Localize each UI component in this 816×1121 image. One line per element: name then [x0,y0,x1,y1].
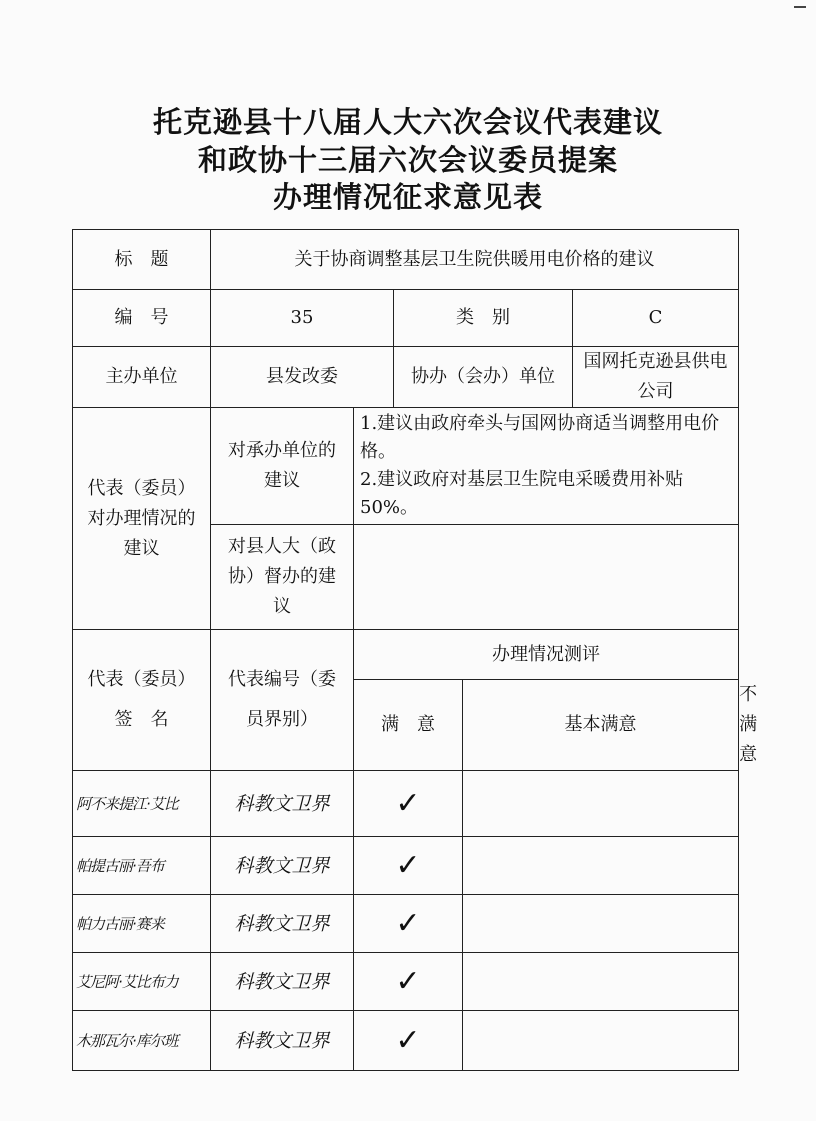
group-cell: 科教文卫界 [211,895,354,953]
signature-cell: 帕提古丽·吾布 [73,837,211,895]
basic-cell [463,837,739,895]
satisfied-check-icon: ✓ [354,953,463,1011]
table-row [73,771,739,837]
suggestion-label: 代表（委员）对办理情况的建议 [73,408,211,630]
host-unit-label: 主办单位 [73,347,211,408]
category-value: C [573,290,739,347]
satisfied-check-icon: ✓ [354,771,463,837]
co-unit-value: 国网托克逊县供电公司 [573,347,739,408]
supervise-value [354,525,739,630]
table-row [73,1011,739,1071]
category-label: 类 别 [394,290,573,347]
title-value: 关于协商调整基层卫生院供暖用电价格的建议 [211,230,739,290]
table-row [73,953,739,1011]
basic-cell [463,771,739,837]
to-unit-label: 对承办单位的建议 [211,408,354,525]
evaluation-label: 办理情况测评 [354,630,739,680]
supervise-label: 对县人大（政协）督办的建议 [211,525,354,630]
signature-label: 代表（委员）签 名 [73,630,211,771]
title-label: 标 题 [73,230,211,290]
document-title-line-2: 和政协十三届六次会议委员提案 [197,143,618,177]
basic-cell [463,953,739,1011]
basic-satisfied-label: 基本满意 [463,680,739,771]
to-unit-line-2: 2.建议政府对基层卫生院电采暖费用补贴50%。 [360,469,684,518]
basic-cell [463,1011,739,1071]
to-unit-suggestions [354,408,739,525]
feedback-form-table: 标 题 关于协商调整基层卫生院供暖用电价格的建议 编 号 35 类 别 C 主办单位 县发改委 协办（会办）单位 国网托克逊县供电公司 代表（委员）对办理情况的建议 对承办单位的建议 1.建议由政府牵头与国网协商适当调整用电价格。 2.建议政府对基层卫生院电采暖费用补贴50%。 对县人大（政协）督办的建议 代表（委员）签 名 代表编号（委员界别） 办理情况测评 满 意 基本满意 不满意 阿不来提江·艾比 科教文卫界 ✓ 帕提古丽·吾布 科教文卫界 ✓ 帕力古丽·赛来 科教文卫界 ✓ 艾尼阿·艾比布力 科教文卫界 ✓ 木那瓦尔·库尔班 科教文卫界 ✓ [72,229,739,1071]
to-unit-line-1: 1.建议由政府牵头与国网协商适当调整用电价格。 [360,413,720,462]
satisfied-check-icon: ✓ [354,1011,463,1071]
document-title-line-3: 办理情况征求意见表 [272,180,543,214]
page-corner-mark [794,6,806,8]
document-title-line-1: 托克逊县十八届人大六次会议代表建议 [152,105,663,139]
basic-cell [463,895,739,953]
signature-cell: 艾尼阿·艾比布力 [73,953,211,1011]
satisfied-check-icon: ✓ [354,895,463,953]
satisfied-label: 满 意 [354,680,463,771]
signature-cell: 帕力古丽·赛来 [73,895,211,953]
group-cell: 科教文卫界 [211,837,354,895]
satisfied-check-icon: ✓ [354,837,463,895]
code-label: 代表编号（委员界别） [211,630,354,771]
table-row [73,895,739,953]
signature-cell: 木那瓦尔·库尔班 [73,1011,211,1071]
table-row [73,837,739,895]
group-cell: 科教文卫界 [211,771,354,837]
signature-cell: 阿不来提江·艾比 [73,771,211,837]
group-cell: 科教文卫界 [211,953,354,1011]
group-cell: 科教文卫界 [211,1011,354,1071]
number-label: 编 号 [73,290,211,347]
number-value: 35 [211,290,394,347]
co-unit-label: 协办（会办）单位 [394,347,573,408]
host-unit-value: 县发改委 [211,347,394,408]
